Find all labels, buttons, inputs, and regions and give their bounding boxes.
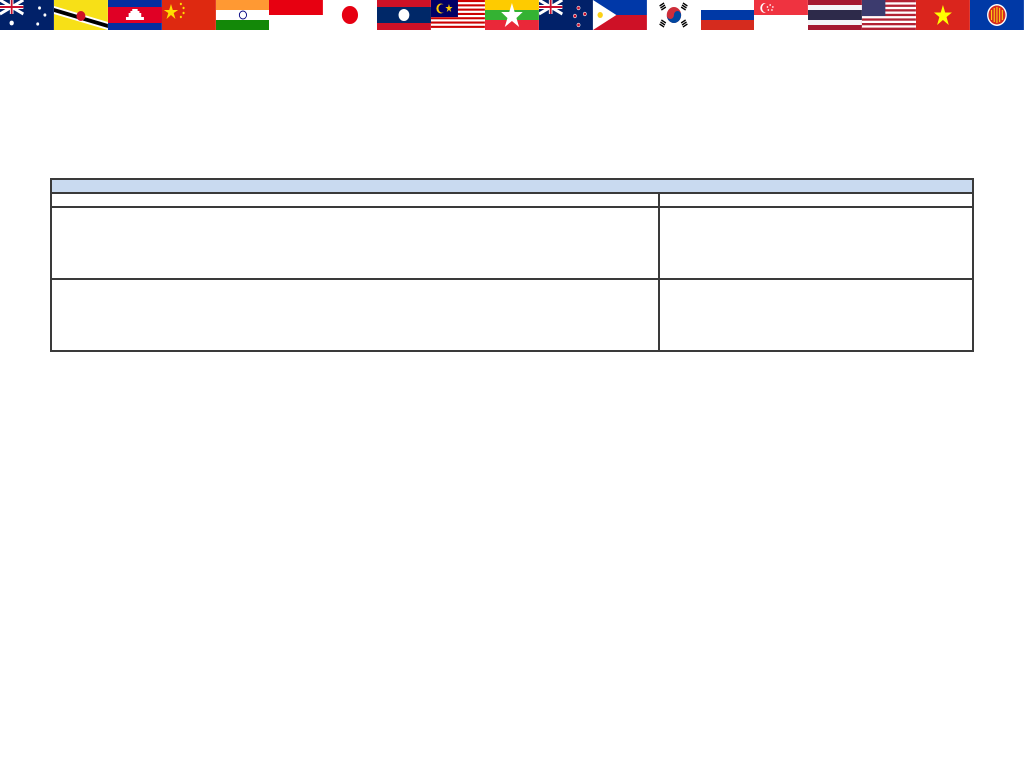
- table-row: [51, 207, 973, 279]
- india-flag-icon: [216, 0, 270, 30]
- russia-flag-icon: [701, 0, 755, 30]
- new-zealand-flag-icon: [539, 0, 593, 30]
- flag-strip-bottom: [0, 738, 1024, 768]
- laos-flag-icon: [377, 0, 431, 30]
- south-korea-flag-icon: [647, 0, 701, 30]
- activities-table: [50, 178, 974, 352]
- work-year-row: [51, 179, 973, 193]
- activity-cell: [51, 279, 659, 351]
- malaysia-flag-icon: [431, 0, 485, 30]
- indonesia-flag-icon: [269, 0, 323, 30]
- myanmar-flag-icon: [485, 0, 539, 30]
- table-header-row: [51, 193, 973, 207]
- usa-flag-icon: [862, 0, 916, 30]
- thailand-flag-icon: [808, 0, 862, 30]
- header-activities: [51, 193, 659, 207]
- vietnam-flag-icon: [916, 0, 970, 30]
- activity-cell: [51, 207, 659, 279]
- header-date-venue: [659, 193, 973, 207]
- philippines-flag-icon: [593, 0, 647, 30]
- flag-strip-top: [0, 0, 1024, 30]
- table-row: [51, 279, 973, 351]
- work-year-label: [51, 179, 973, 193]
- date-venue-cell: [659, 207, 973, 279]
- cambodia-flag-icon: [108, 0, 162, 30]
- japan-flag-icon: [323, 0, 377, 30]
- china-flag-icon: [162, 0, 216, 30]
- asean-flag-icon: [970, 0, 1024, 30]
- brunei-flag-icon: [54, 0, 108, 30]
- date-venue-cell: [659, 279, 973, 351]
- australia-flag-icon: [0, 0, 54, 30]
- singapore-flag-icon: [754, 0, 808, 30]
